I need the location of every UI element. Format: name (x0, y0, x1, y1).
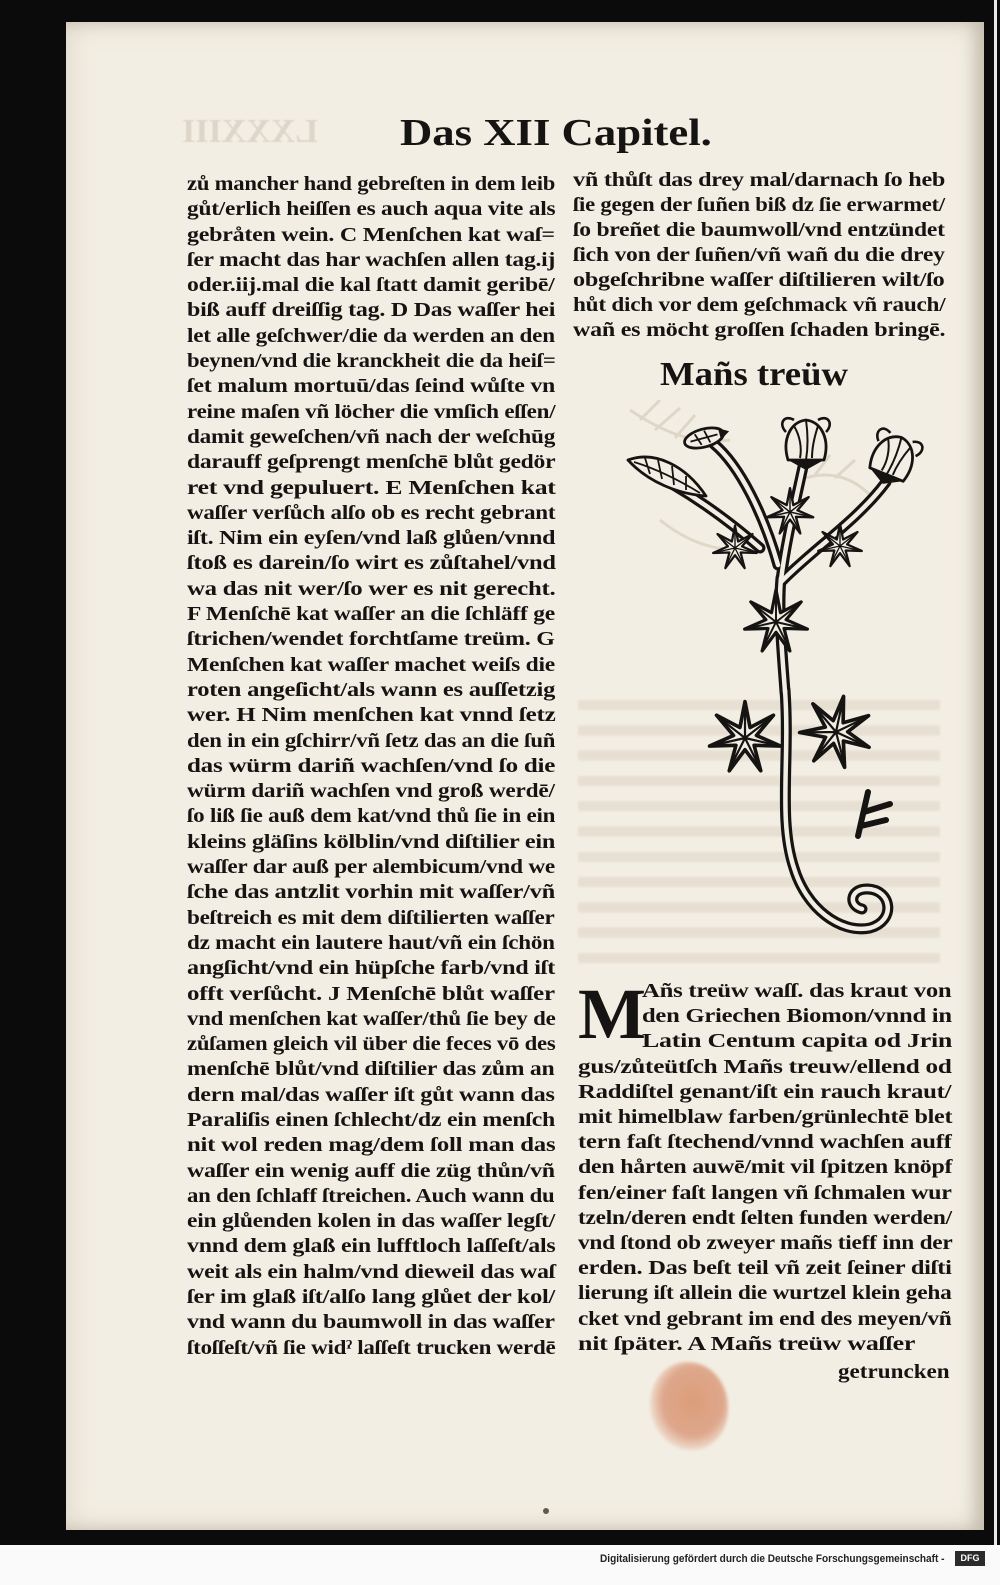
text-line: kleins gläſins kölblin/vnd diſtilier ein (187, 830, 556, 853)
text-line: beſtreich es mit dem diſtilierten waſſer (187, 906, 555, 929)
text-line: an den ſchlaff ſtreichen. Auch wann du (187, 1184, 555, 1207)
text-line: ſer macht das har wachſen allen tag.ij (187, 248, 556, 271)
text-line: waſſer verſůch alſo ob es recht gebrant (187, 501, 556, 524)
plant-spray-leaf (628, 457, 706, 496)
text-line: biß auff dreiſſig tag. D Das waſſer hei (187, 299, 556, 322)
text-line: ſich von der ſuñen/vñ wañ du die drey (573, 244, 945, 266)
text-line: Menſchen kat waſſer machet weiſs die (187, 653, 556, 676)
text-line: ſet malum mortuū/das ſeind wůſte vn (187, 375, 556, 398)
text-line: nit wol reden mag/dem ſoll man das (187, 1134, 556, 1157)
catchword: getruncken (838, 1361, 950, 1383)
text-line: ſo breñet die baumwoll/vnd entzündet (573, 219, 945, 241)
text-line: beynen/vnd die kranckheit die da heiſ= (187, 350, 556, 373)
text-line: erden. Das beſt teil vñ zeit ſeiner diſti (578, 1257, 952, 1280)
funding-credit: Digitalisierung gefördert durch die Deutsche Forschungsgemeinschaft - (600, 1553, 945, 1565)
paper-speck (543, 1508, 549, 1514)
text-line: ſtrichen/wendet forchtſame treüm. G (187, 628, 555, 651)
text-line: wañ es möcht groſſen ſchaden bringē. (573, 319, 946, 341)
text-line: Latin Centum capita od Jrin (642, 1030, 953, 1053)
text-line: ret vnd gepuluert. E Menſchen kat (187, 476, 556, 499)
left-column (187, 172, 555, 1361)
text-line: offt verſůcht. J Menſchē blůt waſſer (187, 982, 555, 1005)
text-line: nit ſpäter. A Mañs treüw waſſer (578, 1332, 916, 1355)
text-line: gus/zůteütſch Mañs treuw/ellend od (578, 1055, 952, 1078)
dfg-logo: DFG (955, 1551, 985, 1566)
text-line: cket vnd gebrant im end des meyen/vñ (578, 1307, 952, 1330)
text-line: würm dariñ wachſen vnd groß werdē/ (187, 780, 555, 803)
text-line: hůt dich vor dem geſchmack vñ rauch/ (573, 294, 946, 316)
text-line: dern mal/das waſſer iſt gůt wann das (187, 1083, 555, 1106)
text-line: reine maſen vñ löcher die vmſich eſſen/ (187, 400, 556, 423)
text-line: iſt. Nim ein eyſen/vnd laß glůen/vnnd (187, 527, 556, 550)
text-line: darauff geſprengt menſchē blůt gedör (187, 451, 556, 474)
text-line: vnd menſchen kat waſſer/thů ſie bey de (187, 1007, 556, 1030)
scan-edge (994, 0, 997, 1545)
text-line: wer. H Nim menſchen kat vnnd ſetz (187, 704, 556, 727)
text-line: dz macht ein lautere haut/vñ ein ſchön (187, 931, 555, 954)
text-line: tzeln/deren endt ſelten funden werden/ (578, 1206, 952, 1229)
text-line: ſer im glaß iſt/alſo lang glůet der kol/ (187, 1286, 556, 1309)
text-line: vñ thůſt das drey mal/darnach ſo heb (573, 169, 946, 191)
text-line: ſche das antzlit vorhin mit waſſer/vñ (187, 881, 556, 904)
text-line: ein glůenden kolen in das waſſer legſt/ (187, 1210, 556, 1233)
text-line: waſſer ein wenig auff die züg thůn/vñ (187, 1159, 555, 1182)
text-line: ſie gegen der ſuñen biß dz ſie erwarmet/ (573, 194, 945, 216)
text-line: Raddiſtel genant/iſt ein rauch kraut/ (578, 1080, 952, 1103)
text-line: weit als ein halm/vnd dieweil das waſ (187, 1260, 556, 1283)
text-line: zů mancher hand gebreſten in dem leib (187, 173, 556, 195)
text-line: gebråten wein. C Menſchen kat waſ= (187, 223, 555, 246)
text-line: ſtoß es darein/ſo wirt es zůſtahel/vnd (187, 552, 556, 575)
flower-head-middle (782, 418, 829, 470)
text-line: menſchē blůt/vnd diſtilier das zům an (187, 1058, 555, 1081)
text-line: fen/einer faſt langen vñ ſchmalen wur (578, 1181, 952, 1204)
text-line: zůſamen gleich vil über die feces vō des (187, 1033, 556, 1056)
right-column-top (573, 168, 945, 343)
text-line: wa das nit wer/ſo wer es nit gerecht. (187, 577, 556, 600)
text-line: waſſer dar auß per alembicum/vnd we (187, 856, 555, 879)
drop-cap-initial: M (578, 974, 646, 1054)
running-head: Das XII Capitel. (400, 112, 712, 154)
text-line: damit geweſchen/vñ nach der weſchūg (187, 425, 556, 448)
text-line: vnd wann du baumwoll in das waſſer (187, 1311, 555, 1334)
text-line: let alle geſchwer/die da werden an den (187, 324, 555, 347)
mans-treuw-woodcut (600, 400, 940, 960)
text-line: oder.iij.mal die kal ſtatt damit geribē/ (187, 274, 555, 297)
text-line: angſicht/vnd ein hüpſche farb/vnd iſt (187, 957, 556, 980)
text-line: vnnd dem glaß ein lufftloch laſſeſt/als (187, 1235, 556, 1258)
text-line: F Menſchē kat waſſer an die ſchläff ge (187, 603, 555, 626)
text-line: Añs treüw waſſ. das kraut von (642, 980, 952, 1002)
text-line: mit himelblaw farben/grünlechtē blet (578, 1106, 953, 1129)
text-line: lierung iſt allein die wurtzel klein geha (578, 1282, 952, 1305)
paper-stain (650, 1362, 728, 1450)
text-line: den in ein gſchirr/vñ ſetz das an die ſuñ (187, 729, 556, 752)
text-line: Paraliſis einen ſchlecht/dz ein menſch (187, 1108, 556, 1131)
flower-head-right (861, 427, 924, 493)
text-line: den hårten auwē/mit vil ſpitzen knöpf (578, 1156, 953, 1179)
section-title: Mañs treüw (660, 356, 849, 393)
text-line: obgeſchribne waſſer diſtilieren wilt/ſo (573, 269, 945, 291)
text-line: das würm dariñ wachſen/vnd ſo die (187, 754, 556, 777)
text-line: ſtoſſeſt/vñ ſie widˀ laſſeſt trucken werdē (187, 1336, 556, 1359)
text-line: tern faſt ſtechend/vnnd wachſen auff (578, 1131, 952, 1154)
text-line: den Griechen Biomon/vnnd in (642, 1005, 952, 1028)
text-line: vnd ſtond ob zweyer mañs tieff inn der (578, 1232, 953, 1255)
right-column-entry (578, 974, 953, 1357)
bleed-through-folio: LXXXIII (182, 113, 319, 150)
text-line: ſo liß ſie auß dem kat/vnd thů ſie in ein (187, 805, 556, 828)
text-line: gůt/erlich heiſſen es auch aqua vite als (187, 198, 556, 221)
text-line: roten angeſicht/als wann es auſſetzig (187, 678, 556, 701)
